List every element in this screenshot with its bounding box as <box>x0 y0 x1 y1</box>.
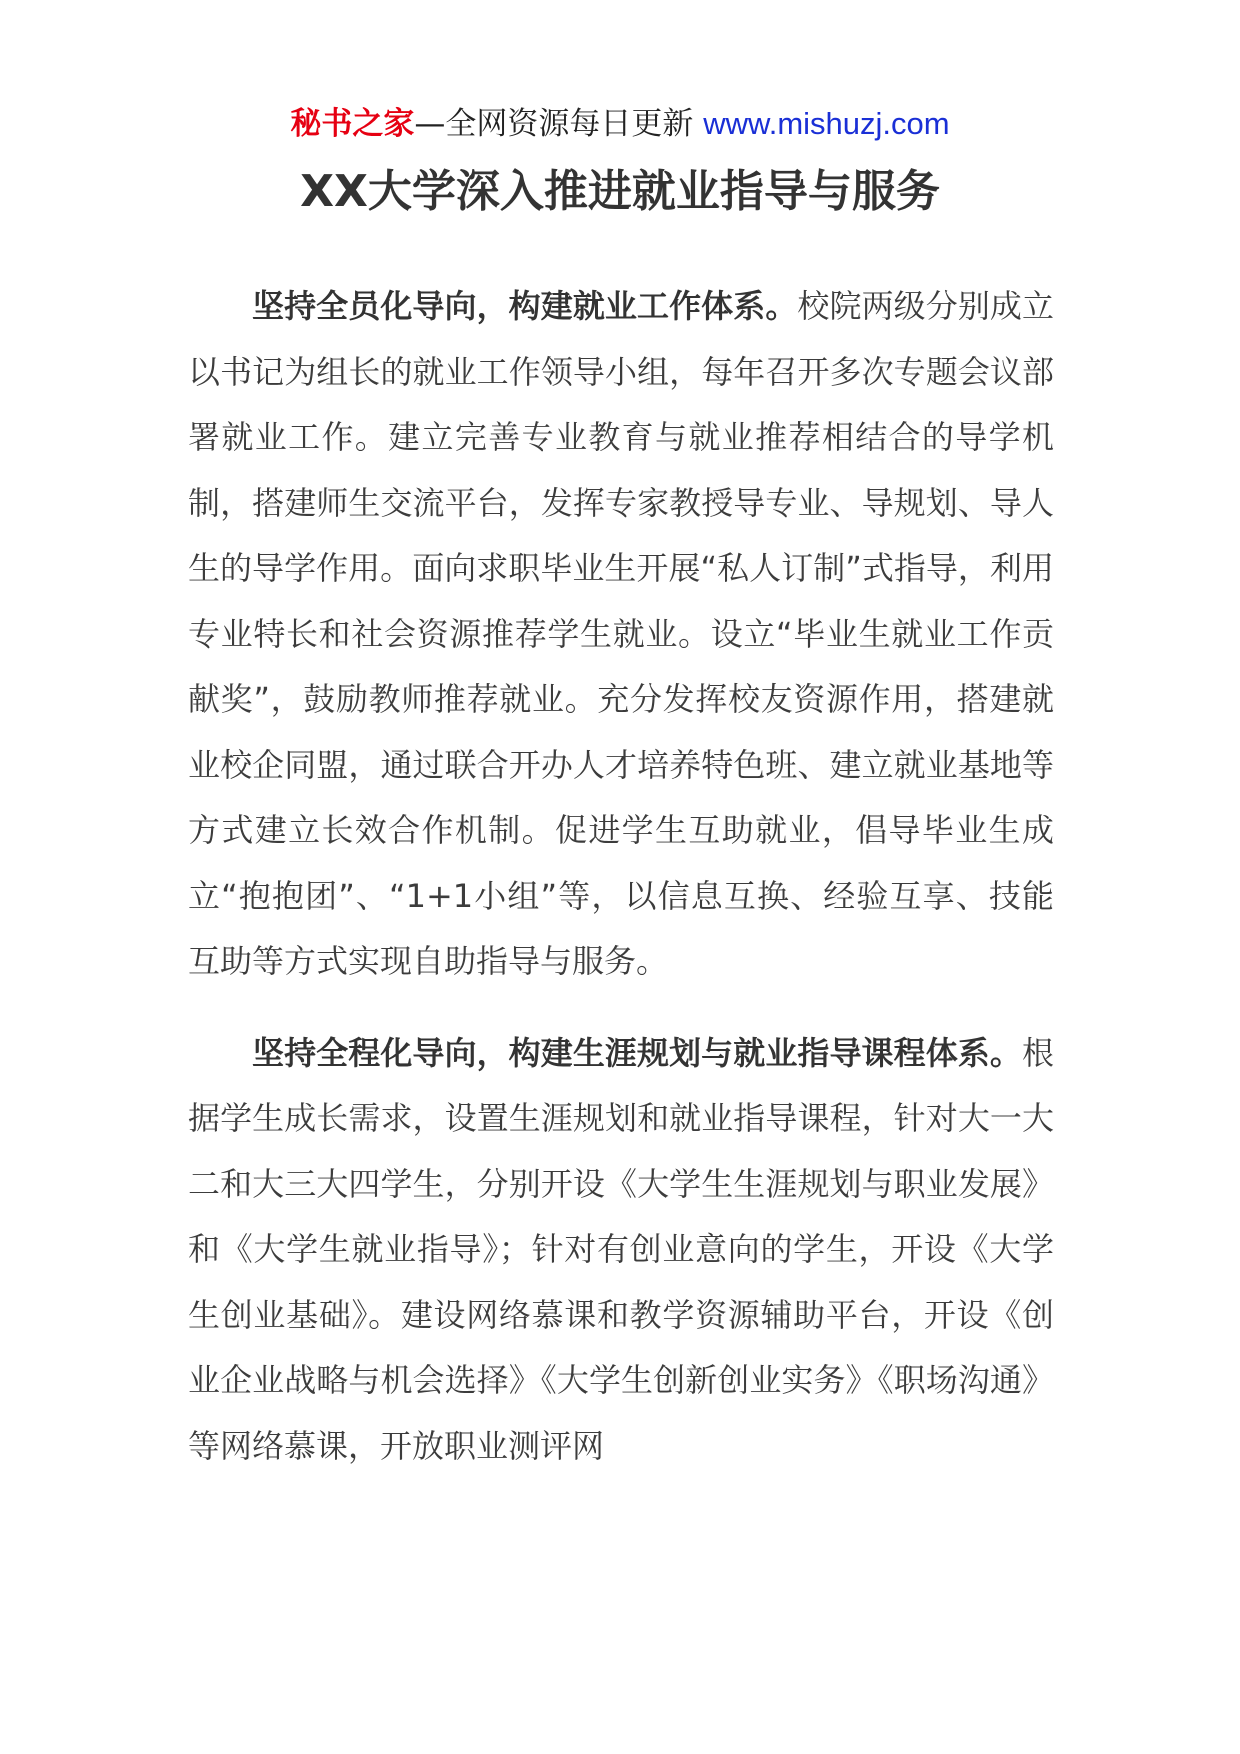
paragraph-1-lead: 坚持全员化导向，构建就业工作体系。 <box>252 287 798 325</box>
document-title: XX大学深入推进就业指导与服务 <box>300 166 940 217</box>
banner-tagline: —全网资源每日更新 <box>414 106 704 142</box>
paragraph-1 <box>188 274 1054 995</box>
site-url: www.mishuzj.com <box>703 106 950 141</box>
paragraph-2-lead: 坚持全程化导向，构建生涯规划与就业指导课程体系。 <box>252 1033 1022 1072</box>
brand-name: 秘书之家 <box>290 106 415 142</box>
paragraph-1-text: 校院两级分别成立以书记为组长的就业工作领导小组，每年召开多次专题会议部署就业工作。建立完善专业教育与就业推荐相结合的导学机制，搭建师生交流平台，发挥专家教授导专业、导规划、导人生的导学作用。面向求职毕业生开展“私人订制”式指导，利用专业特长和社会资源推荐学生就业。设立“毕业生就业工作贡献奖”，鼓励教师推荐就业。充分发挥校友资源作用，搭建就业校企同盟，通过联合开办人才培养特色班、建立就业基地等方式建立长效合作机制。促进学生互助就业，倡导毕业生成立“抱抱团”、“1+1小组”等，以信息互换、经验互享、技能互助等方式实现自助指导与服务。 <box>188 287 1054 980</box>
document-body <box>188 274 1054 1505</box>
site-banner <box>0 102 1240 146</box>
paragraph-2 <box>188 1021 1054 1480</box>
paragraph-2-text: 根据学生成长需求，设置生涯规划和就业指导课程，针对大一大二和大三大四学生，分别开设《大学生生涯规划与职业发展》和《大学生就业指导》；针对有创业意向的学生，开设《大学生创业基础》。建设网络慕课和教学资源辅助平台，开设《创业企业战略与机会选择》《大学生创新创业实务》《职场沟通》等网络慕课，开放职业测评网 <box>188 1033 1054 1465</box>
